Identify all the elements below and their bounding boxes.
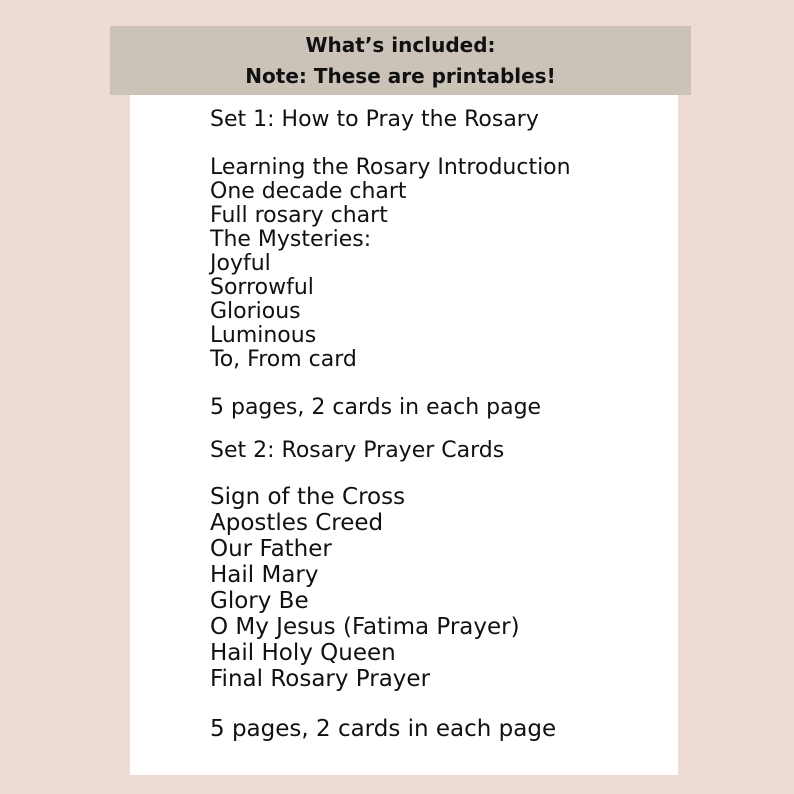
header-note: Note: These are printables!: [245, 63, 556, 88]
set2-item: Our Father: [210, 536, 332, 562]
header-title: What’s included:: [305, 32, 496, 57]
set2-item: O My Jesus (Fatima Prayer): [210, 614, 520, 640]
set2-item: Final Rosary Prayer: [210, 666, 431, 692]
set1-item: Luminous: [210, 323, 317, 348]
set1-item: One decade chart: [210, 179, 407, 204]
set1-item: Sorrowful: [210, 275, 314, 300]
set2-pages-note: 5 pages, 2 cards in each page: [210, 716, 557, 742]
set2-title: Set 2: Rosary Prayer Cards: [210, 438, 505, 463]
set1-item: To, From card: [210, 347, 357, 372]
set2-item: Hail Mary: [210, 562, 319, 588]
set2-item: Glory Be: [210, 588, 309, 614]
set2-item: Apostles Creed: [210, 510, 384, 536]
set1-item: The Mysteries:: [210, 227, 372, 252]
set1-item: Full rosary chart: [210, 203, 388, 228]
set1-item: Glorious: [210, 299, 301, 324]
header-banner: [110, 26, 691, 95]
set1-title: Set 1: How to Pray the Rosary: [210, 107, 539, 132]
set1-item: Learning the Rosary Introduction: [210, 155, 571, 180]
set1-pages-note: 5 pages, 2 cards in each page: [210, 395, 542, 420]
set2-item: Sign of the Cross: [210, 484, 406, 510]
set2-item: Hail Holy Queen: [210, 640, 396, 666]
set1-item: Joyful: [210, 251, 271, 276]
